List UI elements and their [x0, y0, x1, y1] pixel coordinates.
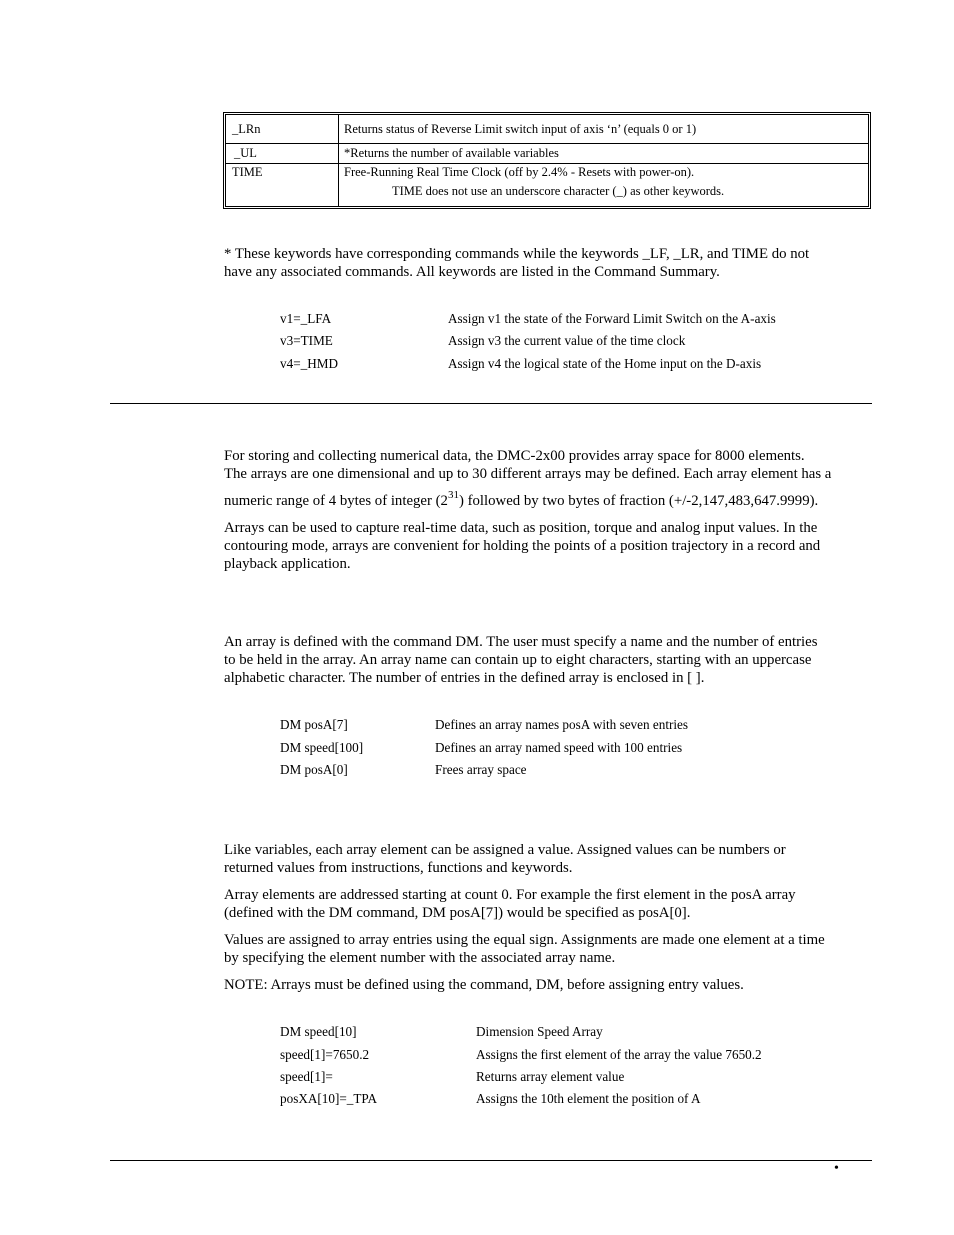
- keyword-cell: _LRn: [232, 122, 261, 136]
- section-divider: [110, 403, 872, 404]
- example-description: Frees array space: [435, 762, 527, 777]
- example-description: Assign v1 the state of the Forward Limit Switch on the A-axis: [448, 311, 776, 326]
- table-row: [226, 163, 868, 206]
- keyword-cell: TIME: [232, 165, 263, 179]
- paragraph-line: The arrays are one dimensional and up to 30 different arrays may be defined. Each array element has a: [224, 466, 832, 482]
- paragraph-line: contouring mode, arrays are convenient for holding the points of a position trajectory in a record and: [224, 538, 821, 554]
- paragraph-line: For storing and collecting numerical data, the DMC-2x00 provides array space for 8000 elements.: [224, 448, 805, 464]
- paragraph-line: returned values from instructions, functions and keywords.: [224, 860, 573, 876]
- example-code: DM posA[7]: [280, 717, 348, 732]
- example-description: Defines an array names posA with seven entries: [435, 717, 689, 732]
- paragraph-line: [224, 489, 874, 510]
- paragraph-line: Arrays can be used to capture real-time data, such as position, torque and analog input values. In the: [224, 520, 818, 536]
- example-code: speed[1]=7650.2: [280, 1047, 370, 1062]
- description-cell: *Returns the number of available variables: [344, 146, 559, 160]
- example-code: posXA[10]=_TPA: [280, 1091, 378, 1106]
- paragraph-line: Values are assigned to array entries using the equal sign. Assignments are made one element at a time: [224, 932, 825, 948]
- keyword-cell: _UL: [234, 146, 257, 160]
- range-text-start: numeric range of 4 bytes of integer (2: [224, 493, 448, 509]
- example-description: Assign v4 the logical state of the Home input on the D-axis: [448, 356, 762, 371]
- example-description: Assign v3 the current value of the time clock: [448, 333, 686, 348]
- table-row: [226, 115, 868, 144]
- paragraph-line: Like variables, each array element can be assigned a value. Assigned values can be numbers or: [224, 842, 786, 858]
- paragraph-line: playback application.: [224, 556, 351, 572]
- paragraph-line: by specifying the element number with the associated array name.: [224, 950, 616, 966]
- paragraph-line: Array elements are addressed starting at count 0. For example the first element in the posA array: [224, 887, 796, 903]
- example-description: Returns array element value: [476, 1069, 625, 1084]
- example-description: Dimension Speed Array: [476, 1024, 603, 1039]
- footnote-line: * These keywords have corresponding commands while the keywords _LF, _LR, and TIME do not: [224, 246, 810, 262]
- example-code: DM speed[100]: [280, 740, 364, 755]
- paragraph-line: alphabetic character. The number of entries in the defined array is enclosed in [ ].: [224, 670, 705, 686]
- example-code: DM speed[10]: [280, 1024, 357, 1039]
- example-code: v3=TIME: [280, 333, 333, 348]
- note-line: NOTE: Arrays must be defined using the command, DM, before assigning entry values.: [224, 977, 744, 993]
- range-text-end: ) followed by two bytes of fraction (+/-2,147,483,647.9999).: [458, 493, 819, 509]
- exponent: 31: [447, 489, 459, 501]
- example-description: Assigns the 10th element the position of A: [476, 1091, 701, 1106]
- description-cell: Free-Running Real Time Clock (off by 2.4% - Resets with power-on).: [344, 165, 695, 179]
- example-code: DM posA[0]: [280, 762, 348, 777]
- table-row: [226, 143, 868, 164]
- example-description: Defines an array named speed with 100 entries: [435, 740, 683, 755]
- example-code: v1=_LFA: [280, 311, 332, 326]
- footer-bullet: •: [834, 1161, 839, 1176]
- paragraph-line: to be held in the array. An array name can contain up to eight characters, starting with an uppercase: [224, 652, 812, 668]
- footnote-line: have any associated commands. All keywords are listed in the Command Summary.: [224, 264, 720, 280]
- paragraph-line: An array is defined with the command DM. The user must specify a name and the number of entries: [224, 634, 818, 650]
- description-cell: Returns status of Reverse Limit switch input of axis ‘n’ (equals 0 or 1): [344, 122, 697, 136]
- example-code: v4=_HMD: [280, 356, 338, 371]
- description-cell-note: TIME does not use an underscore character (_) as other keywords.: [392, 184, 725, 198]
- paragraph-line: (defined with the DM command, DM posA[7]) would be specified as posA[0].: [224, 905, 691, 921]
- keyword-table: [223, 112, 871, 209]
- example-description: Assigns the first element of the array the value 7650.2: [476, 1047, 762, 1062]
- example-code: speed[1]=: [280, 1069, 333, 1084]
- footer-divider: [110, 1160, 872, 1161]
